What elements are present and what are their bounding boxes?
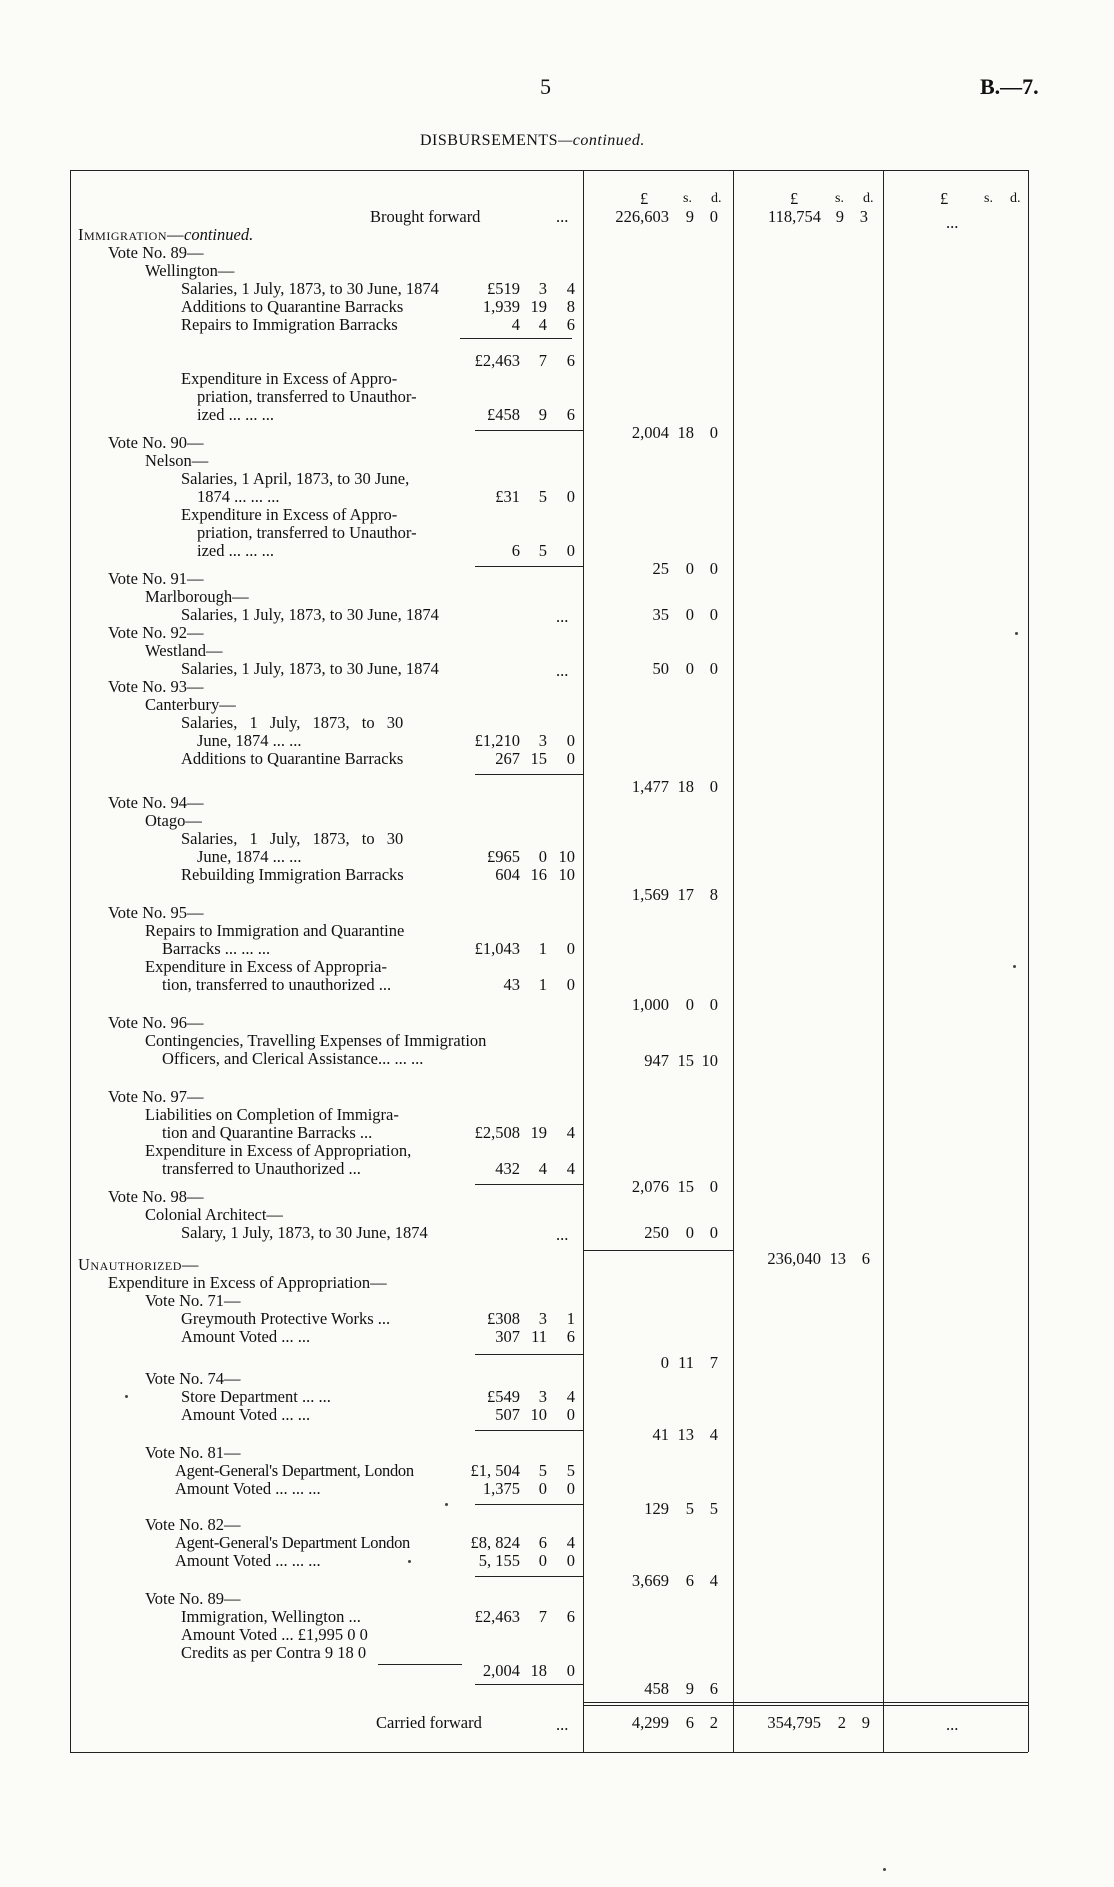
vote-93-net-pounds: 1,477: [631, 777, 669, 796]
unauth-vote-82-net-pounds: 3,669: [631, 1571, 669, 1590]
paper-reference: B.—7.: [980, 74, 1039, 99]
col1-header-pounds: £: [640, 189, 649, 208]
unauth-vote-89-line1-pounds: £2,463: [474, 1607, 520, 1626]
unauth-vote-89-inner-rule: [378, 1664, 462, 1665]
vote-89-excess-line3: ized ... ... ...: [197, 405, 274, 424]
page-title-main: DISBURSEMENTS: [420, 132, 559, 149]
unauth-vote-74-line1: Store Department ... ...: [181, 1387, 331, 1406]
vote-97-line1b: tion and Quarantine Barracks ...: [162, 1123, 373, 1142]
vote-90-excess-pence: 0: [566, 541, 575, 560]
col2-header-pence: d.: [863, 191, 874, 206]
vote-93-line2-shillings: 15: [530, 749, 547, 768]
vote-98-line1: Salary, 1 July, 1873, to 30 June, 1874: [181, 1223, 428, 1242]
vote-91-net-pence: 0: [709, 605, 718, 624]
print-speck: [408, 1560, 411, 1563]
vote-97-net-pence: 0: [709, 1177, 718, 1196]
unauth-vote-74-line2-pounds: 507: [495, 1405, 520, 1424]
unauth-vote-81-line2-shillings: 0: [538, 1479, 547, 1498]
vote-90-net-shillings: 0: [685, 559, 694, 578]
col1-header-pence: d.: [711, 191, 722, 206]
table-left-border: [70, 170, 71, 1752]
unauth-vote-74-line2-pence: 0: [566, 1405, 575, 1424]
vote-98-sub: Colonial Architect—: [145, 1205, 283, 1224]
vote-97-line2: Expenditure in Excess of Appropriation,: [145, 1141, 412, 1160]
unauth-vote-82-line2-pence: 0: [566, 1551, 575, 1570]
vote-89-line2-pence: 8: [566, 297, 575, 316]
carried-forward-rule: [583, 1702, 1028, 1703]
unauth-vote-82-line1-pounds: £8, 824: [470, 1533, 520, 1552]
vote-98-label: Vote No. 98—: [108, 1187, 204, 1206]
vote-93-line1-pounds: £1,210: [474, 731, 520, 750]
vote-97-line1-pounds: £2,508: [474, 1123, 520, 1142]
unauth-vote-71-line1-pounds: £308: [487, 1309, 520, 1328]
unauth-vote-74-rule: [475, 1430, 583, 1431]
vote-94-line1-pounds: £965: [487, 847, 520, 866]
immigration-heading-suffix: continued.: [184, 225, 254, 244]
vote-96-net-pounds: 947: [644, 1051, 669, 1070]
unauth-vote-81-net-pence: 5: [709, 1499, 718, 1518]
col1-header-shillings: s.: [683, 191, 692, 206]
unauth-vote-89-rule: [475, 1684, 583, 1685]
vote-90-label: Vote No. 90—: [108, 433, 204, 452]
unauth-vote-89-net-pence: 6: [709, 1679, 718, 1698]
vote-89-line3: Repairs to Immigration Barracks: [181, 315, 398, 334]
vote-94-net-shillings: 17: [677, 885, 694, 904]
vote-94-line1-pence: 10: [558, 847, 575, 866]
unauth-vote-82-line1-pence: 4: [566, 1533, 575, 1552]
unauth-vote-81-line1-pounds: £1, 504: [470, 1461, 520, 1480]
vote-92-dots: ...: [556, 661, 569, 680]
vote-97-line1-pence: 4: [566, 1123, 575, 1142]
unauth-vote-74-net-pence: 4: [709, 1425, 718, 1444]
vote-90-line1b: 1874 ... ... ...: [197, 487, 280, 506]
vote-91-net-pounds: 35: [652, 605, 669, 624]
unauth-vote-89-line3-pence: 0: [566, 1661, 575, 1680]
page-title: [420, 132, 645, 150]
unauth-vote-82-rule: [475, 1576, 583, 1577]
vote-93-line1: Salaries, 1 July, 1873, to 30: [181, 713, 404, 732]
unauth-vote-81-line1-shillings: 5: [538, 1461, 547, 1480]
vote-96-label: Vote No. 96—: [108, 1013, 204, 1032]
unauth-vote-81-label: Vote No. 81—: [145, 1443, 241, 1462]
unauth-vote-74-line2-shillings: 10: [530, 1405, 547, 1424]
vote-90-sub: Nelson—: [145, 451, 209, 470]
unauth-vote-82-line1: Agent-General's Department London: [175, 1533, 410, 1552]
vote-89-label: Vote No. 89—: [108, 243, 204, 262]
vote-94-line1b: June, 1874 ... ...: [197, 847, 302, 866]
vote-98-net-shillings: 0: [685, 1223, 694, 1242]
unauth-vote-71-line2-shillings: 11: [531, 1327, 547, 1346]
bf-c2-pence: 3: [859, 207, 868, 226]
vote-89-line3-shillings: 4: [538, 315, 547, 334]
unauth-vote-71-line1-shillings: 3: [538, 1309, 547, 1328]
vote-94-line1: Salaries, 1 July, 1873, to 30: [181, 829, 404, 848]
unauth-vote-81-line1: Agent-General's Department, London: [175, 1461, 414, 1480]
vote-95-label: Vote No. 95—: [108, 903, 204, 922]
unauth-vote-89-line3-pounds: 2,004: [482, 1661, 520, 1680]
unauth-vote-71-line2: Amount Voted ... ...: [181, 1327, 311, 1346]
vote-95-line1b: Barracks ... ... ...: [162, 939, 271, 958]
unauth-vote-71-net-shillings: 11: [678, 1353, 694, 1372]
vote-89-line2-shillings: 19: [530, 297, 547, 316]
vote-95-net-shillings: 0: [685, 995, 694, 1014]
unauth-vote-82-net-shillings: 6: [685, 1571, 694, 1590]
bf-c1-pence: 0: [709, 207, 718, 226]
vote-90-net-rule: [475, 566, 583, 567]
vote-89-line2-pounds: 1,939: [482, 297, 520, 316]
unauthorized-heading: Unauthorized—: [78, 1255, 199, 1274]
unauth-vote-81-line2: Amount Voted ... ... ...: [175, 1479, 321, 1498]
carried-forward-dots: ...: [556, 1715, 569, 1734]
vote-92-net-pence: 0: [709, 659, 718, 678]
vote-90-net-pence: 0: [709, 559, 718, 578]
unauth-vote-82-line2-pounds: 5, 155: [478, 1551, 520, 1570]
col3-header-pence: d.: [1010, 191, 1021, 206]
table-top-rule: [70, 170, 1028, 171]
vote-89-line1-pounds: £519: [487, 279, 520, 298]
vote-93-net-rule: [475, 774, 583, 775]
unauth-vote-71-line1-pence: 1: [566, 1309, 575, 1328]
unauth-vote-74-net-pounds: 41: [652, 1425, 669, 1444]
vote-89-line1-shillings: 3: [538, 279, 547, 298]
unauth-vote-74-line1-pounds: £549: [487, 1387, 520, 1406]
vote-94-net-pence: 8: [709, 885, 718, 904]
bf-c2-shillings: 9: [835, 207, 844, 226]
column-divider-3: [883, 170, 884, 1752]
vote-93-line2-pounds: 267: [495, 749, 520, 768]
vote-89-sub: Wellington—: [145, 261, 235, 280]
bf-c1-pounds: 226,603: [615, 207, 669, 226]
immigration-heading-label: Immigration—: [78, 225, 184, 244]
table-right-border: [1028, 170, 1029, 1752]
bf-c2-pounds: 118,754: [767, 207, 821, 226]
immigration-subtotal-shillings: 13: [829, 1249, 846, 1268]
unauth-vote-81-line2-pounds: 1,375: [482, 1479, 520, 1498]
unauth-vote-71-label: Vote No. 71—: [145, 1291, 241, 1310]
vote-91-sub: Marlborough—: [145, 587, 249, 606]
vote-95-line1-pence: 0: [566, 939, 575, 958]
print-speck: [1013, 965, 1016, 968]
carried-forward-rule-2: [583, 1705, 1028, 1706]
vote-90-line1-shillings: 5: [538, 487, 547, 506]
unauthorized-sub: Expenditure in Excess of Appropriation—: [108, 1273, 387, 1292]
bf-c3-value: ...: [946, 213, 959, 232]
cf-c1-pence: 2: [709, 1713, 718, 1732]
unauth-vote-89-line3: Credits as per Contra 9 18 0: [181, 1643, 367, 1662]
vote-95-line1-pounds: £1,043: [474, 939, 520, 958]
vote-92-net-shillings: 0: [685, 659, 694, 678]
vote-96-net-shillings: 15: [677, 1051, 694, 1070]
vote-97-line2-shillings: 4: [538, 1159, 547, 1178]
cf-c2-pence: 9: [861, 1713, 870, 1732]
vote-89-total-shillings: 7: [538, 351, 547, 370]
column-divider-2: [733, 170, 734, 1752]
vote-90-excess-line1: Expenditure in Excess of Appro-: [181, 505, 398, 524]
vote-95-line2-pence: 0: [566, 975, 575, 994]
vote-94-sub: Otago—: [145, 811, 202, 830]
bf-c1-shillings: 9: [685, 207, 694, 226]
unauth-vote-89-line1-pence: 6: [566, 1607, 575, 1626]
brought-forward-label: Brought forward: [370, 207, 481, 226]
vote-98-dots: ...: [556, 1225, 569, 1244]
vote-91-net-shillings: 0: [685, 605, 694, 624]
vote-95-line2-shillings: 1: [538, 975, 547, 994]
vote-89-subtotal-rule: [460, 338, 572, 339]
unauth-vote-89-net-shillings: 9: [685, 1679, 694, 1698]
vote-90-excess-shillings: 5: [538, 541, 547, 560]
print-speck: [1015, 632, 1018, 635]
page-number: 5: [540, 74, 551, 99]
vote-96-line1b: Officers, and Clerical Assistance... ... ...: [162, 1049, 424, 1068]
unauth-vote-81-line2-pence: 0: [566, 1479, 575, 1498]
vote-91-label: Vote No. 91—: [108, 569, 204, 588]
unauth-vote-89-line1: Immigration, Wellington ...: [181, 1607, 361, 1626]
unauth-vote-82-net-pence: 4: [709, 1571, 718, 1590]
vote-89-excess-line2: priation, transferred to Unauthor-: [197, 387, 417, 406]
vote-93-line2: Additions to Quarantine Barracks: [181, 749, 404, 768]
unauth-vote-89-line1-shillings: 7: [538, 1607, 547, 1626]
unauth-vote-74-net-shillings: 13: [677, 1425, 694, 1444]
col2-header-pounds: £: [790, 189, 799, 208]
vote-93-line2-pence: 0: [566, 749, 575, 768]
unauth-vote-81-net-shillings: 5: [685, 1499, 694, 1518]
unauth-vote-89-line3-shillings: 18: [530, 1661, 547, 1680]
unauth-vote-71-net-pence: 7: [709, 1353, 718, 1372]
vote-96-line1: Contingencies, Travelling Expenses of Immigration: [145, 1031, 487, 1050]
vote-92-line1: Salaries, 1 July, 1873, to 30 June, 1874: [181, 659, 439, 678]
vote-95-line2b: tion, transferred to unauthorized ...: [162, 975, 392, 994]
unauth-vote-89-line2: Amount Voted ... £1,995 0 0: [181, 1625, 368, 1644]
unauth-vote-74-line1-pence: 4: [566, 1387, 575, 1406]
col3-header-pounds: £: [940, 189, 949, 208]
immigration-total-rule: [583, 1250, 733, 1251]
vote-97-label: Vote No. 97—: [108, 1087, 204, 1106]
print-speck: [445, 1503, 448, 1506]
vote-94-line2-pounds: 604: [495, 865, 520, 884]
vote-95-net-pounds: 1,000: [631, 995, 669, 1014]
cf-c2-shillings: 2: [837, 1713, 846, 1732]
unauth-vote-82-line2-shillings: 0: [538, 1551, 547, 1570]
cf-c2-pounds: 354,795: [767, 1713, 821, 1732]
vote-93-net-shillings: 18: [677, 777, 694, 796]
immigration-heading: [78, 226, 253, 244]
vote-89-net-pence: 0: [709, 423, 718, 442]
vote-98-net-pounds: 250: [644, 1223, 669, 1242]
vote-97-line2b: transferred to Unauthorized ...: [162, 1159, 361, 1178]
vote-93-line1b: June, 1874 ... ...: [197, 731, 302, 750]
vote-94-line1-shillings: 0: [538, 847, 547, 866]
vote-97-net-shillings: 15: [677, 1177, 694, 1196]
print-speck: [883, 1868, 886, 1871]
cf-c1-shillings: 6: [685, 1713, 694, 1732]
vote-98-net-pence: 0: [709, 1223, 718, 1242]
col3-header-shillings: s.: [984, 191, 993, 206]
vote-95-line2: Expenditure in Excess of Appropria-: [145, 957, 387, 976]
vote-89-net-pounds: 2,004: [631, 423, 669, 442]
vote-94-line2-shillings: 16: [530, 865, 547, 884]
vote-90-net-pounds: 25: [652, 559, 669, 578]
vote-89-line1-pence: 4: [566, 279, 575, 298]
carried-forward-label: Carried forward: [376, 1713, 482, 1732]
vote-95-net-pence: 0: [709, 995, 718, 1014]
vote-94-net-pounds: 1,569: [631, 885, 669, 904]
cf-c3-value: ...: [946, 1715, 959, 1734]
vote-96-net-pence: 10: [701, 1051, 718, 1070]
vote-97-net-rule: [475, 1184, 583, 1185]
print-speck: [125, 1395, 128, 1398]
vote-89-excess-pounds: £458: [487, 405, 520, 424]
vote-94-line2: Rebuilding Immigration Barracks: [181, 865, 404, 884]
unauth-vote-71-rule: [475, 1354, 583, 1355]
vote-90-excess-pounds: 6: [511, 541, 520, 560]
vote-90-line1-pounds: £31: [495, 487, 520, 506]
vote-97-net-pounds: 2,076: [631, 1177, 669, 1196]
vote-94-label: Vote No. 94—: [108, 793, 204, 812]
vote-97-line2-pounds: 432: [495, 1159, 520, 1178]
vote-90-line1: Salaries, 1 April, 1873, to 30 June,: [181, 469, 410, 488]
unauth-vote-82-label: Vote No. 82—: [145, 1515, 241, 1534]
column-divider-1: [583, 170, 584, 1752]
vote-90-excess-line3: ized ... ... ...: [197, 541, 274, 560]
vote-89-net-shillings: 18: [677, 423, 694, 442]
unauth-vote-74-line1-shillings: 3: [538, 1387, 547, 1406]
vote-89-excess-shillings: 9: [538, 405, 547, 424]
vote-89-line3-pounds: 4: [511, 315, 520, 334]
vote-90-excess-line2: priation, transferred to Unauthor-: [197, 523, 417, 542]
table-bottom-rule: [70, 1752, 1028, 1753]
unauth-vote-82-line2: Amount Voted ... ... ...: [175, 1551, 321, 1570]
vote-94-line2-pence: 10: [558, 865, 575, 884]
vote-93-label: Vote No. 93—: [108, 677, 204, 696]
vote-92-sub: Westland—: [145, 641, 223, 660]
vote-92-net-pounds: 50: [652, 659, 669, 678]
immigration-subtotal-pence: 6: [861, 1249, 870, 1268]
vote-89-line1: Salaries, 1 July, 1873, to 30 June, 1874: [181, 279, 439, 298]
vote-93-sub: Canterbury—: [145, 695, 236, 714]
unauth-vote-89-net-pounds: 458: [644, 1679, 669, 1698]
vote-95-line2-pounds: 43: [503, 975, 520, 994]
vote-93-net-pence: 0: [709, 777, 718, 796]
unauth-vote-71-line2-pounds: 307: [495, 1327, 520, 1346]
vote-93-line1-pence: 0: [566, 731, 575, 750]
vote-89-excess-line1: Expenditure in Excess of Appro-: [181, 369, 398, 388]
unauth-vote-81-line1-pence: 5: [566, 1461, 575, 1480]
vote-89-line3-pence: 6: [566, 315, 575, 334]
col2-header-shillings: s.: [835, 191, 844, 206]
unauth-vote-89-label: Vote No. 89—: [145, 1589, 241, 1608]
unauth-vote-82-line1-shillings: 6: [538, 1533, 547, 1552]
unauth-vote-71-net-pounds: 0: [660, 1353, 669, 1372]
unauth-vote-71-line1: Greymouth Protective Works ...: [181, 1309, 391, 1328]
vote-97-line2-pence: 4: [566, 1159, 575, 1178]
vote-89-total-pence: 6: [566, 351, 575, 370]
cf-c1-pounds: 4,299: [631, 1713, 669, 1732]
unauth-vote-81-net-pounds: 129: [644, 1499, 669, 1518]
vote-93-line1-shillings: 3: [538, 731, 547, 750]
vote-91-line1: Salaries, 1 July, 1873, to 30 June, 1874: [181, 605, 439, 624]
vote-89-net-rule: [475, 430, 583, 431]
vote-95-line1-shillings: 1: [538, 939, 547, 958]
page-title-suffix: —continued.: [558, 132, 645, 149]
vote-95-line1: Repairs to Immigration and Quarantine: [145, 921, 405, 940]
vote-89-excess-pence: 6: [566, 405, 575, 424]
unauth-vote-74-label: Vote No. 74—: [145, 1369, 241, 1388]
brought-forward-dots: ...: [556, 207, 569, 226]
unauth-vote-74-line2: Amount Voted ... ...: [181, 1405, 311, 1424]
vote-89-line2: Additions to Quarantine Barracks: [181, 297, 404, 316]
vote-97-line1-shillings: 19: [530, 1123, 547, 1142]
vote-97-line1: Liabilities on Completion of Immigra-: [145, 1105, 399, 1124]
immigration-subtotal-pounds: 236,040: [767, 1249, 821, 1268]
vote-90-line1-pence: 0: [566, 487, 575, 506]
unauth-vote-81-rule: [475, 1504, 583, 1505]
vote-89-total-pounds: £2,463: [474, 351, 520, 370]
unauth-vote-71-line2-pence: 6: [566, 1327, 575, 1346]
vote-91-dots: ...: [556, 607, 569, 626]
vote-92-label: Vote No. 92—: [108, 623, 204, 642]
